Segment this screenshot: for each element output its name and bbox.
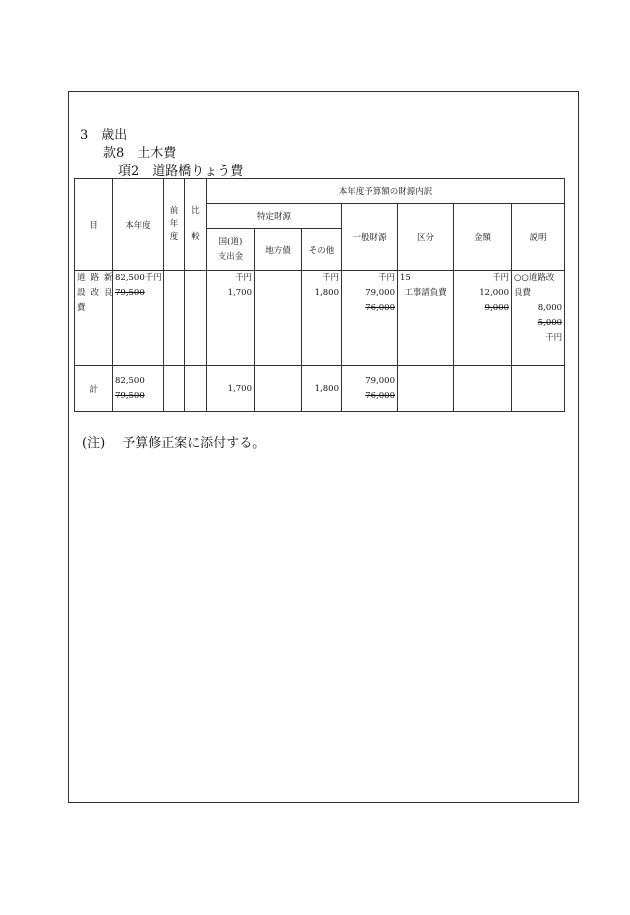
row1-kuni-value: 1,700 <box>227 288 252 298</box>
row1-hikaku <box>185 271 207 366</box>
row1-setsumei-line2: 良費 <box>514 288 532 298</box>
row1-setsumei-line1: ○○道路改 <box>514 273 555 283</box>
total-row <box>75 366 565 412</box>
section-heading-kou: 項2 道路橋りょう費 <box>118 164 244 179</box>
section-heading-expenditure: 3 歳出 <box>80 128 128 143</box>
header-hikaku-char-1: 比 <box>191 206 200 216</box>
row1-kingaku-new: 12,000 <box>479 288 509 298</box>
row1-moku <box>75 271 118 366</box>
row1-ippan <box>342 271 398 366</box>
total-honnendo <box>113 366 164 412</box>
total-label: 計 <box>75 366 113 412</box>
section-heading-kan: 款8 土木費 <box>103 146 177 161</box>
total-ippan <box>342 366 398 412</box>
row1-sonota <box>302 271 342 366</box>
row1-zennendo <box>164 271 185 366</box>
row1-moku-line1: 道路新 <box>77 273 118 283</box>
total-sonota: 1,800 <box>302 366 342 412</box>
row1-kuni-unit: 千円 <box>234 273 252 283</box>
total-honnendo-new: 82,500 <box>115 375 145 386</box>
header-ippan-zaigen: 一般財源 <box>342 204 398 271</box>
row1-ippan-unit: 千円 <box>377 273 395 283</box>
header-setsumei: 説明 <box>512 204 565 271</box>
footnote: (注) 予算修正案に添付する。 <box>82 436 266 451</box>
header-hikaku <box>185 179 207 271</box>
row1-honnendo <box>113 271 164 366</box>
table-row <box>75 271 565 366</box>
header-kubun: 区分 <box>398 204 454 271</box>
header-kuni <box>207 229 255 271</box>
total-kuni: 1,700 <box>207 366 255 412</box>
row1-kuni <box>207 271 255 366</box>
total-hikaku <box>185 366 207 412</box>
total-kingaku <box>454 366 512 412</box>
row1-kubun-code: 15 <box>400 273 411 283</box>
row1-kubun-name: 工事請負費 <box>404 288 447 298</box>
header-moku: 目 <box>75 179 113 271</box>
budget-table <box>74 178 565 412</box>
row1-kubun <box>398 271 454 366</box>
row1-honnendo-new: 82,500千円 <box>115 273 162 283</box>
total-kubun <box>398 366 454 412</box>
row1-moku-line2: 設改良 <box>77 288 118 298</box>
row1-kingaku <box>454 271 512 366</box>
total-ippan-old: 76,000 <box>365 390 395 401</box>
header-chihousai: 地方債 <box>255 229 302 271</box>
header-zennendo-char-3: 度 <box>169 232 179 242</box>
header-zaigen-uchiwake: 本年度予算額の財源内訳 <box>207 179 565 204</box>
row1-kingaku-unit: 千円 <box>491 273 509 283</box>
header-zennendo <box>164 179 185 271</box>
total-honnendo-old: 79,500 <box>115 390 145 401</box>
header-row-1 <box>75 179 565 204</box>
row1-honnendo-old: 79,500 <box>115 288 145 298</box>
row1-ippan-new: 79,000 <box>365 288 395 298</box>
header-honnendo: 本年度 <box>113 179 164 271</box>
total-zennendo <box>164 366 185 412</box>
header-zennendo-char-2: 年 <box>169 219 179 229</box>
total-setsumei <box>512 366 565 412</box>
header-hikaku-char-2: 較 <box>191 232 200 242</box>
row1-kingaku-old: 9,000 <box>484 303 509 313</box>
row1-setsumei-new: 8,000 <box>537 303 563 313</box>
header-tokutei-zaigen: 特定財源 <box>207 204 342 229</box>
header-sonota: その他 <box>302 229 342 271</box>
row1-setsumei-old: 5,000 <box>537 318 563 328</box>
total-chihousai <box>255 366 302 412</box>
header-kuni-line2: 支出金 <box>217 251 244 262</box>
header-kuni-line1: 国(道) <box>218 236 243 247</box>
row1-setsumei-unit: 千円 <box>545 333 563 343</box>
header-zennendo-char-1: 前 <box>169 206 179 216</box>
row1-sonota-unit: 千円 <box>321 273 339 283</box>
row1-moku-line3: 費 <box>77 303 86 313</box>
row1-chihousai <box>255 271 302 366</box>
row1-ippan-old: 76,000 <box>365 303 395 313</box>
row1-setsumei <box>512 271 565 366</box>
total-ippan-new: 79,000 <box>365 375 395 386</box>
header-kingaku: 金額 <box>454 204 512 271</box>
row1-sonota-value: 1,800 <box>314 288 339 298</box>
